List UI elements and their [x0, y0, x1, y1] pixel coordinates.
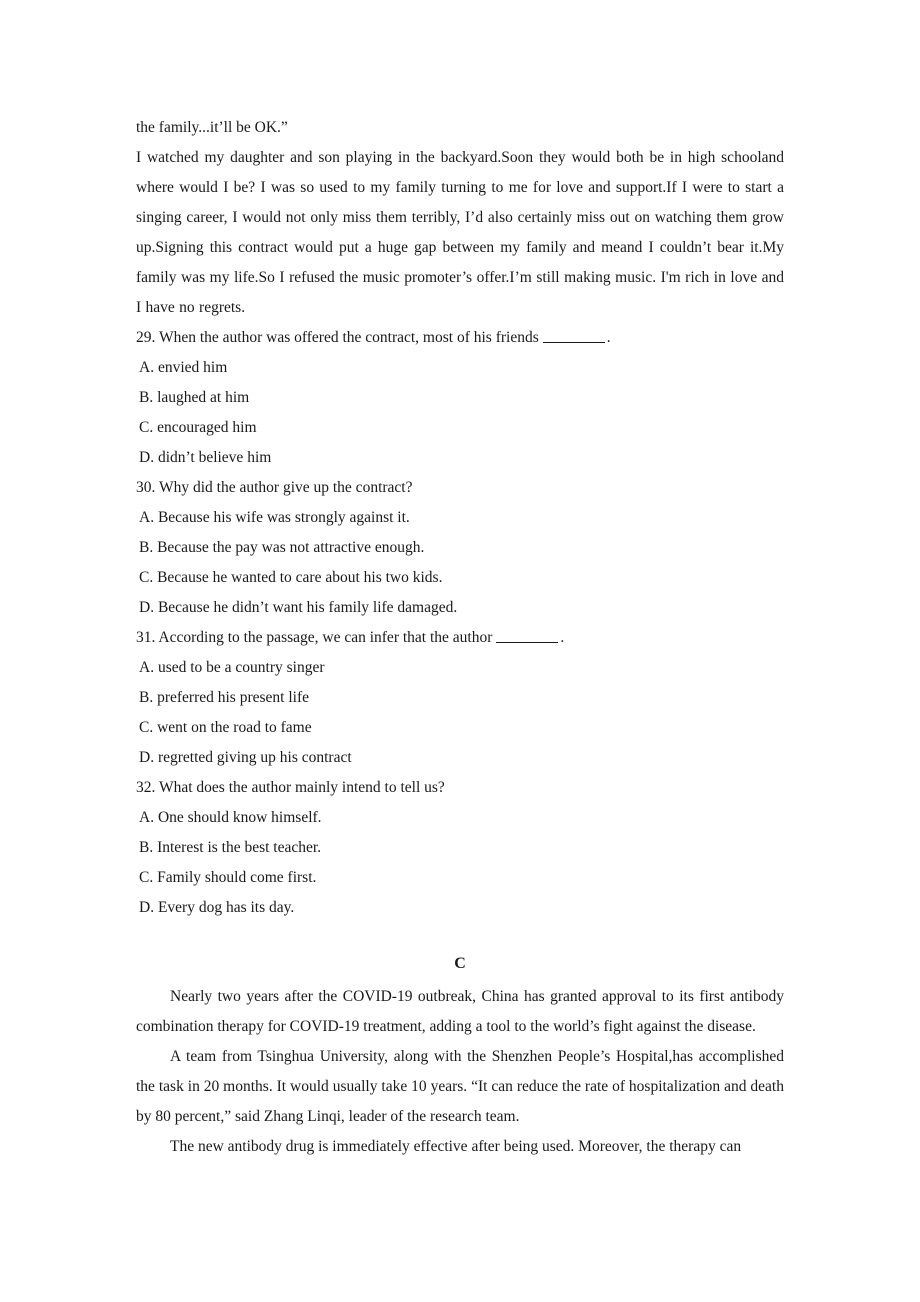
passage-continuation [136, 113, 784, 323]
option-c[interactable]: C. went on the road to fame [139, 719, 312, 736]
question-29 [136, 323, 784, 473]
option-c[interactable]: C. Because he wanted to care about his two kids. [139, 569, 443, 586]
passage-continuation-body: I watched my daughter and son playing in the backyard.Soon they would both be in high schooland where would I be? I was so used to my family turning to me for love and support.If I were to start a singing career, I would not only miss them terribly, I’d also certainly miss out on watching them grow up.Signing this contract would put a huge gap between my family and meand I couldn’t bear it.My family was my life.So I refused the music promoter’s offer.I’m still making music. I'm rich in love and I have no regrets. [136, 149, 784, 316]
option-d[interactable]: D. Every dog has its day. [139, 899, 295, 916]
document-page [136, 0, 784, 1302]
option-d[interactable]: D. didn’t believe him [139, 449, 272, 466]
option-a[interactable]: A. used to be a country singer [139, 659, 325, 676]
option-d[interactable]: D. regretted giving up his contract [139, 749, 352, 766]
passage-c-paragraph-2: A team from Tsinghua University, along with the Shenzhen People’s Hospital,has accomplished the task in 20 months. It would usually take 10 years. “It can reduce the rate of hospitalization and death by 80 percent,” said Zhang Linqi, leader of the research team. [136, 1048, 784, 1125]
passage-c-paragraph-1: Nearly two years after the COVID-19 outbreak, China has granted approval to its first antibody combination therapy for COVID-19 treatment, adding a tool to the world’s fight against the disease. [136, 988, 784, 1035]
option-c[interactable]: C. Family should come first. [139, 869, 317, 886]
option-b[interactable]: B. preferred his present life [139, 689, 310, 706]
question-30 [136, 473, 784, 623]
section-heading-c: C [454, 955, 466, 972]
passage-c [136, 982, 784, 1162]
answer-blank[interactable] [496, 629, 558, 643]
question-32-stem: 32. What does the author mainly intend to tell us? [136, 779, 445, 796]
question-29-stem-tail: . [606, 329, 611, 346]
question-31-stem-text: 31. According to the passage, we can infer that the author [136, 629, 493, 646]
question-31-stem-tail: . [560, 629, 565, 646]
question-32 [136, 773, 784, 923]
option-a[interactable]: A. Because his wife was strongly against it. [139, 509, 410, 526]
option-a[interactable]: A. envied him [139, 359, 228, 376]
option-a[interactable]: A. One should know himself. [139, 809, 322, 826]
question-29-stem-text: 29. When the author was offered the contract, most of his friends [136, 329, 539, 346]
passage-quote-line: the family...it’ll be OK.” [136, 119, 288, 136]
option-d[interactable]: D. Because he didn’t want his family life damaged. [139, 599, 458, 616]
option-b[interactable]: B. laughed at him [139, 389, 250, 406]
option-c[interactable]: C. encouraged him [139, 419, 257, 436]
question-31-stem [136, 623, 784, 653]
option-b[interactable]: B. Interest is the best teacher. [139, 839, 322, 856]
question-31 [136, 623, 784, 773]
question-29-stem [136, 323, 784, 353]
option-b[interactable]: B. Because the pay was not attractive enough. [139, 539, 425, 556]
passage-c-paragraph-3: The new antibody drug is immediately effective after being used. Moreover, the therapy can [170, 1138, 742, 1155]
question-30-stem: 30. Why did the author give up the contract? [136, 479, 413, 496]
answer-blank[interactable] [543, 329, 605, 343]
